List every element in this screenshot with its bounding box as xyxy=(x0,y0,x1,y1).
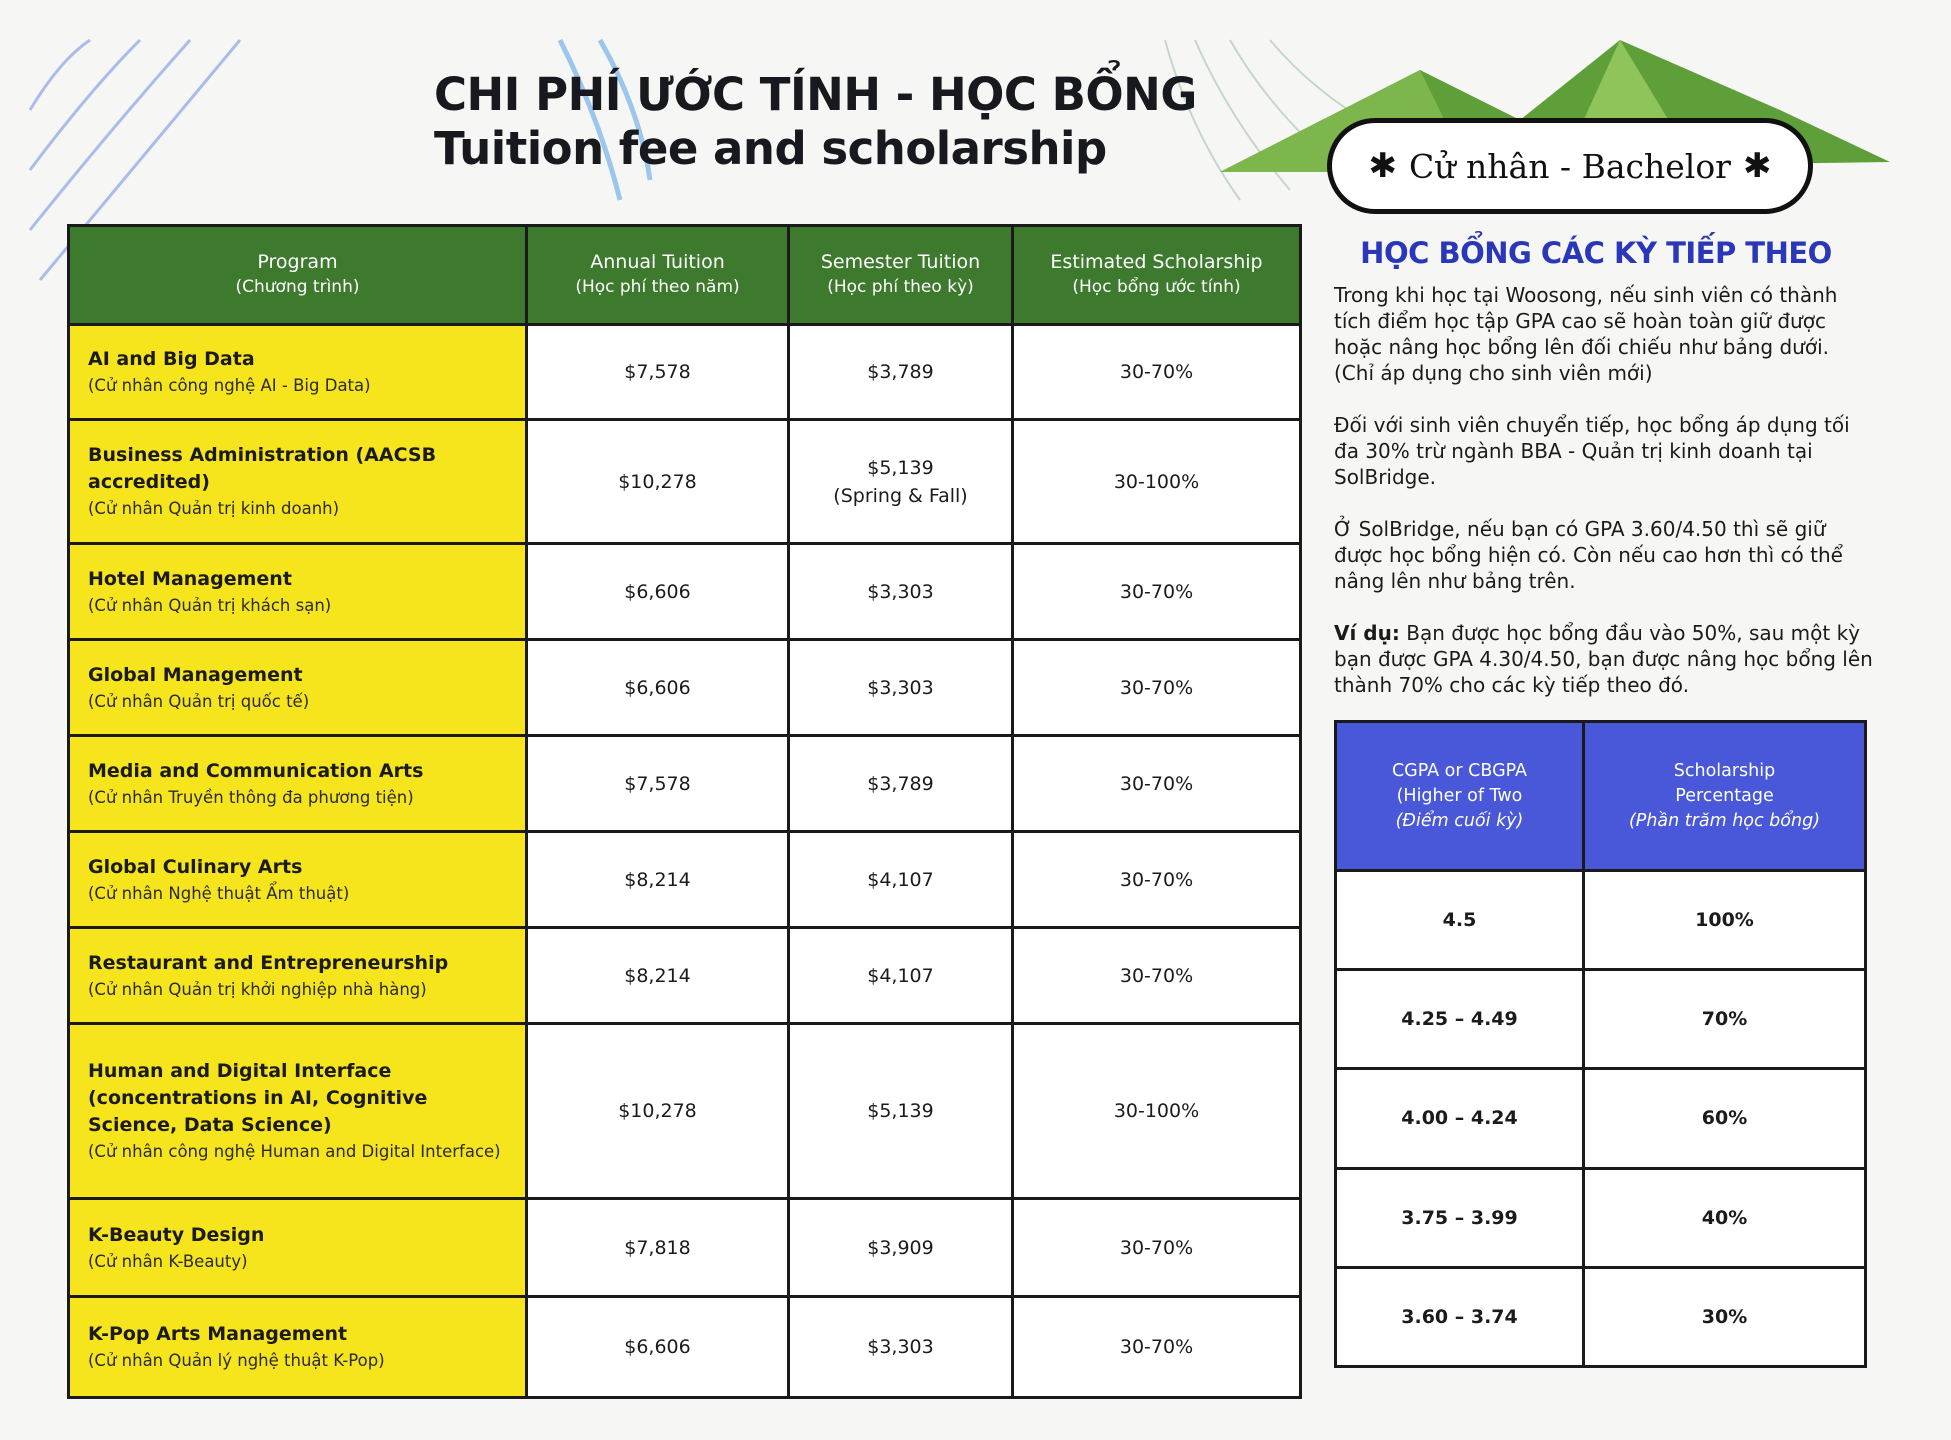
gpa-range-cell: 3.75 – 3.99 xyxy=(1336,1168,1584,1267)
gpa-scholarship-table xyxy=(1334,720,1867,1368)
scholarship-cell: 30-70% xyxy=(1013,640,1301,736)
semester-tuition-cell: $5,139 xyxy=(789,1024,1013,1199)
header-scholarship-percentage: Scholarship Percentage (Phần trăm học bổng) xyxy=(1584,722,1866,871)
semester-tuition-cell: $3,303 xyxy=(789,640,1013,736)
annual-tuition-cell: $6,606 xyxy=(527,544,789,640)
annual-tuition-cell: $7,578 xyxy=(527,736,789,832)
page-title-vi: CHI PHÍ ƯỚC TÍNH - HỌC BỔNG xyxy=(434,68,1197,121)
example-paragraph xyxy=(1334,620,1874,698)
scholarship-cell: 30-70% xyxy=(1013,736,1301,832)
table-row xyxy=(1336,970,1866,1069)
scholarship-cell: 30-70% xyxy=(1013,325,1301,420)
semester-tuition-cell: $3,303 xyxy=(789,544,1013,640)
header-estimated-scholarship: Estimated Scholarship (Học bổng ước tính) xyxy=(1013,226,1301,325)
annual-tuition-cell: $7,578 xyxy=(527,325,789,420)
annual-tuition-cell: $6,606 xyxy=(527,1297,789,1398)
scholarship-cell: 30-100% xyxy=(1013,1024,1301,1199)
gpa-range-cell: 4.5 xyxy=(1336,871,1584,970)
program-cell: Global Management (Cử nhân Quản trị quốc tế) xyxy=(69,640,527,736)
percentage-cell: 40% xyxy=(1584,1168,1866,1267)
info-paragraph-1: Trong khi học tại Woosong, nếu sinh viên có thành tích điểm học tập GPA cao sẽ hoàn toàn giữ được hoặc nâng học bổng lên đối chiếu như bảng dưới. (Chỉ áp dụng cho sinh viên mới) xyxy=(1334,283,1838,385)
table-row xyxy=(69,1297,1301,1398)
table-row xyxy=(69,544,1301,640)
annual-tuition-cell: $8,214 xyxy=(527,832,789,928)
info-paragraph-2: Đối với sinh viên chuyển tiếp, học bổng áp dụng tối đa 30% trừ ngành BBA - Quản trị kinh doanh tại SolBridge. xyxy=(1334,413,1850,489)
program-cell: Hotel Management (Cử nhân Quản trị khách sạn) xyxy=(69,544,527,640)
semester-tuition-cell: $3,909 xyxy=(789,1199,1013,1297)
annual-tuition-cell: $10,278 xyxy=(527,1024,789,1199)
program-cell: K-Beauty Design (Cử nhân K-Beauty) xyxy=(69,1199,527,1297)
program-cell: K-Pop Arts Management (Cử nhân Quản lý nghệ thuật K-Pop) xyxy=(69,1297,527,1398)
bachelor-badge xyxy=(1327,118,1813,214)
scholarship-cell: 30-70% xyxy=(1013,1297,1301,1398)
annual-tuition-cell: $10,278 xyxy=(527,420,789,544)
asterisk-icon: ✱ xyxy=(1368,146,1398,186)
program-cell: Business Administration (AACSB accredited) (Cử nhân Quản trị kinh doanh) xyxy=(69,420,527,544)
table-row xyxy=(69,325,1301,420)
table-row xyxy=(69,928,1301,1024)
semester-tuition-cell: $4,107 xyxy=(789,928,1013,1024)
percentage-cell: 70% xyxy=(1584,970,1866,1069)
page-title-en: Tuition fee and scholarship xyxy=(434,122,1107,175)
header-semester-tuition: Semester Tuition (Học phí theo kỳ) xyxy=(789,226,1013,325)
example-label: Ví dụ: xyxy=(1334,621,1400,645)
semester-tuition-cell: $4,107 xyxy=(789,832,1013,928)
example-text: Bạn được học bổng đầu vào 50%, sau một kỳ bạn được GPA 4.30/4.50, bạn được nâng học bổng lên thành 70% cho các kỳ tiếp theo đó. xyxy=(1334,621,1873,697)
percentage-cell: 60% xyxy=(1584,1069,1866,1168)
semester-tuition-cell: $3,303 xyxy=(789,1297,1013,1398)
semester-tuition-cell: $3,789 xyxy=(789,736,1013,832)
section-heading: HỌC BỔNG CÁC KỲ TIẾP THEO xyxy=(1360,236,1832,270)
program-cell: Restaurant and Entrepreneurship (Cử nhân Quản trị khởi nghiệp nhà hàng) xyxy=(69,928,527,1024)
annual-tuition-cell: $8,214 xyxy=(527,928,789,1024)
table-row xyxy=(69,420,1301,544)
table-row xyxy=(69,1199,1301,1297)
scholarship-cell: 30-70% xyxy=(1013,832,1301,928)
header-cgpa: CGPA or CBGPA (Higher of Two (Điểm cuối kỳ) xyxy=(1336,722,1584,871)
semester-tuition-cell: $5,139 (Spring & Fall) xyxy=(789,420,1013,544)
table-row xyxy=(69,1024,1301,1199)
annual-tuition-cell: $7,818 xyxy=(527,1199,789,1297)
table-row xyxy=(69,832,1301,928)
table-header-row xyxy=(69,226,1301,325)
title-block xyxy=(434,68,1197,176)
table-row xyxy=(1336,1069,1866,1168)
header-program: Program (Chương trình) xyxy=(69,226,527,325)
program-cell: Human and Digital Interface (concentrations in AI, Cognitive Science, Data Science) (Cử nhân công nghệ Human and Digital Interface) xyxy=(69,1024,527,1199)
semester-tuition-cell: $3,789 xyxy=(789,325,1013,420)
gpa-header-row xyxy=(1336,722,1866,871)
info-paragraph-3: Ở SolBridge, nếu bạn có GPA 3.60/4.50 thì sẽ giữ được học bổng hiện có. Còn nếu cao hơn thì có thể nâng lên như bảng trên. xyxy=(1334,517,1843,593)
table-row xyxy=(69,736,1301,832)
table-row xyxy=(1336,871,1866,970)
scholarship-cell: 30-100% xyxy=(1013,420,1301,544)
header-annual-tuition: Annual Tuition (Học phí theo năm) xyxy=(527,226,789,325)
gpa-range-cell: 3.60 – 3.74 xyxy=(1336,1267,1584,1366)
scholarship-cell: 30-70% xyxy=(1013,1199,1301,1297)
asterisk-icon: ✱ xyxy=(1742,146,1772,186)
badge-label: Cử nhân - Bachelor xyxy=(1409,146,1731,186)
table-row xyxy=(69,640,1301,736)
program-cell: Media and Communication Arts (Cử nhân Truyền thông đa phương tiện) xyxy=(69,736,527,832)
percentage-cell: 100% xyxy=(1584,871,1866,970)
table-row xyxy=(1336,1267,1866,1366)
percentage-cell: 30% xyxy=(1584,1267,1866,1366)
semester-note: (Spring & Fall) xyxy=(833,484,968,507)
annual-tuition-cell: $6,606 xyxy=(527,640,789,736)
scholarship-cell: 30-70% xyxy=(1013,544,1301,640)
tuition-table xyxy=(67,224,1302,1399)
scholarship-cell: 30-70% xyxy=(1013,928,1301,1024)
program-cell: Global Culinary Arts (Cử nhân Nghệ thuật Ẩm thuật) xyxy=(69,832,527,928)
gpa-range-cell: 4.00 – 4.24 xyxy=(1336,1069,1584,1168)
gpa-range-cell: 4.25 – 4.49 xyxy=(1336,970,1584,1069)
program-cell: AI and Big Data (Cử nhân công nghệ AI - Big Data) xyxy=(69,325,527,420)
table-row xyxy=(1336,1168,1866,1267)
